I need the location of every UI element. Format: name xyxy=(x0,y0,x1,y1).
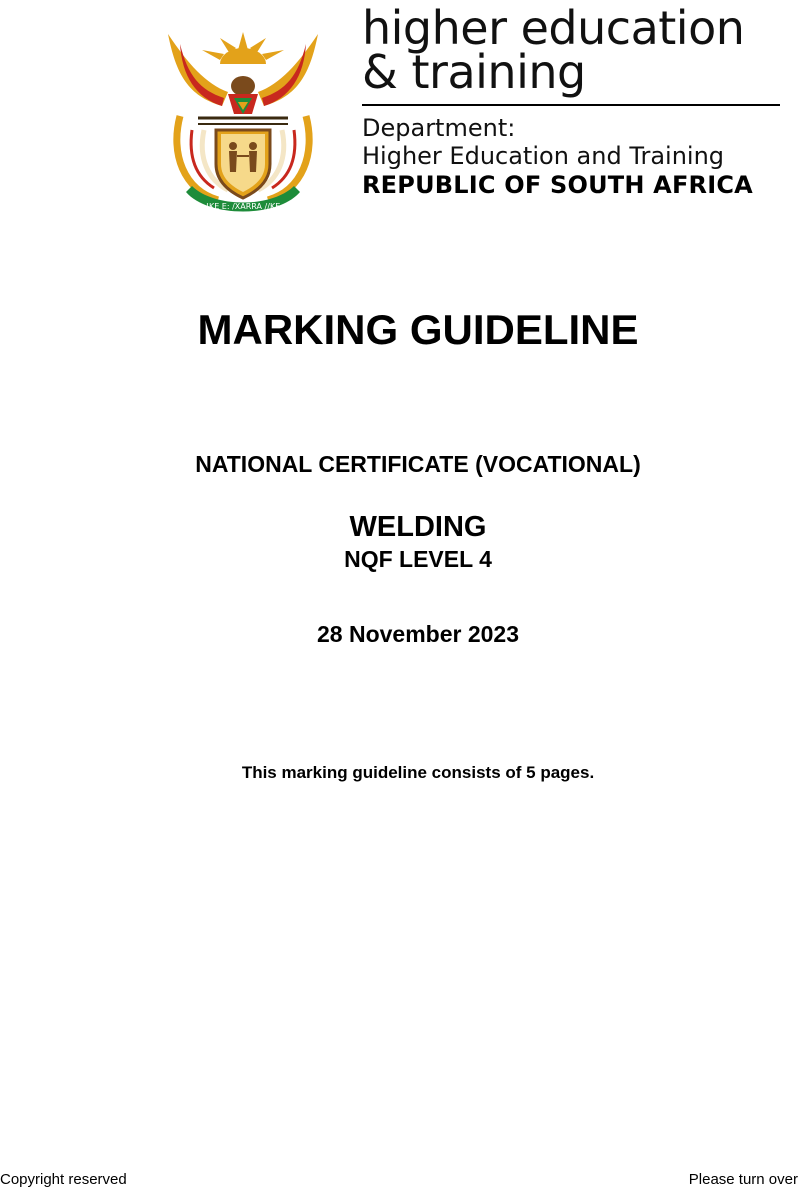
certificate-name: NATIONAL CERTIFICATE (VOCATIONAL) xyxy=(195,451,641,477)
republic-name: REPUBLIC OF SOUTH AFRICA xyxy=(362,171,753,199)
document-title: MARKING GUIDELINE xyxy=(197,306,639,353)
page-count-note: This marking guideline consists of 5 pages. xyxy=(241,763,595,782)
coat-of-arms-logo xyxy=(158,14,328,224)
brand-line-2: & training xyxy=(362,45,586,99)
exam-date: 28 November 2023 xyxy=(316,621,519,647)
department-block xyxy=(362,114,792,170)
department-label: Department: xyxy=(362,114,516,142)
page-footer xyxy=(0,1170,800,1189)
department-name: Higher Education and Training xyxy=(362,142,725,170)
secretary-bird-icon xyxy=(228,76,258,114)
page-header xyxy=(0,0,800,230)
brand-title xyxy=(362,1,792,99)
crest-motto: !KE E: /XARRA //KE xyxy=(205,202,281,211)
copyright-notice: Copyright reserved xyxy=(0,1171,127,1188)
turn-over-notice: Please turn over xyxy=(688,1171,798,1188)
nqf-level: NQF LEVEL 4 xyxy=(344,546,492,572)
sun-icon xyxy=(202,32,284,64)
brand-line-1: higher education xyxy=(362,1,745,55)
ministry-branding xyxy=(362,1,792,200)
subject-name: WELDING xyxy=(349,511,487,543)
brand-divider xyxy=(362,104,780,106)
